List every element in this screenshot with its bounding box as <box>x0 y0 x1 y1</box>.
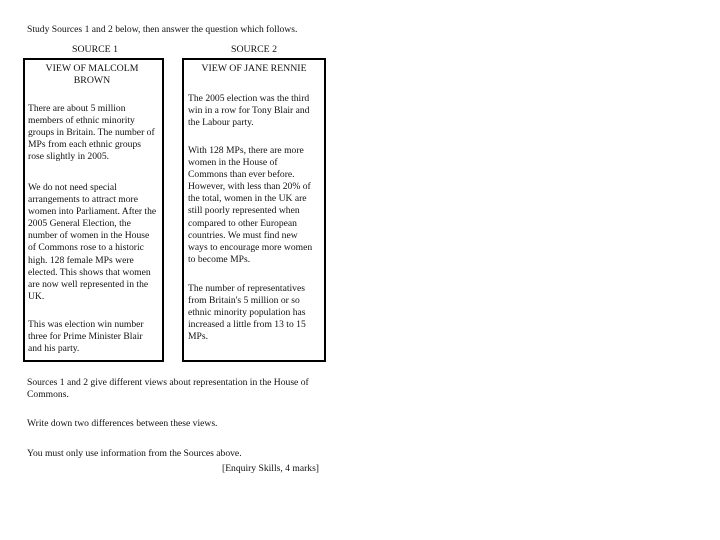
source1-paragraph-1: There are about 5 million members of ethnic minority groups in Britain. The number of MPs from each ethnic groups rose slightly in 2005. <box>28 103 155 163</box>
source1-title: VIEW OF MALCOLM BROWN <box>45 63 139 86</box>
source1-paragraph-2: We do not need special arrangements to attract more women into Parliament. After the 2005 General Election, the number of women in the House of Commons rose to a historic high. 128 female MPs were elected. This shows that women are now well represented in the UK. <box>28 182 157 302</box>
source1-label: SOURCE 1 <box>72 44 118 55</box>
source2-paragraph-3: The number of representatives from Britain's 5 million or so ethnic minority population has increased a little from 13 to 15 MPs. <box>188 283 306 343</box>
instruction-text: Write down two differences between these views. <box>27 418 218 429</box>
intro-text: Study Sources 1 and 2 below, then answer the question which follows. <box>27 24 298 35</box>
marks-text: [Enquiry Skills, 4 marks] <box>222 463 319 474</box>
source2-paragraph-2: With 128 MPs, there are more women in the House of Commons than ever before. However, with less than 20% of the total, women in the UK are still poorly represented when compared to other European countries. We must find new ways to encourage more women to become MPs. <box>188 145 313 265</box>
source2-label: SOURCE 2 <box>231 44 277 55</box>
source1-paragraph-3: This was election win number three for Prime Minister Blair and his party. <box>28 319 144 355</box>
source2-paragraph-1: The 2005 election was the third win in a row for Tony Blair and the Labour party. <box>188 93 310 129</box>
source2-title: VIEW OF JANE RENNIE <box>201 63 307 74</box>
question-text: Sources 1 and 2 give different views about representation in the House of Commons. <box>27 377 309 401</box>
note-text: You must only use information from the Sources above. <box>27 448 242 459</box>
